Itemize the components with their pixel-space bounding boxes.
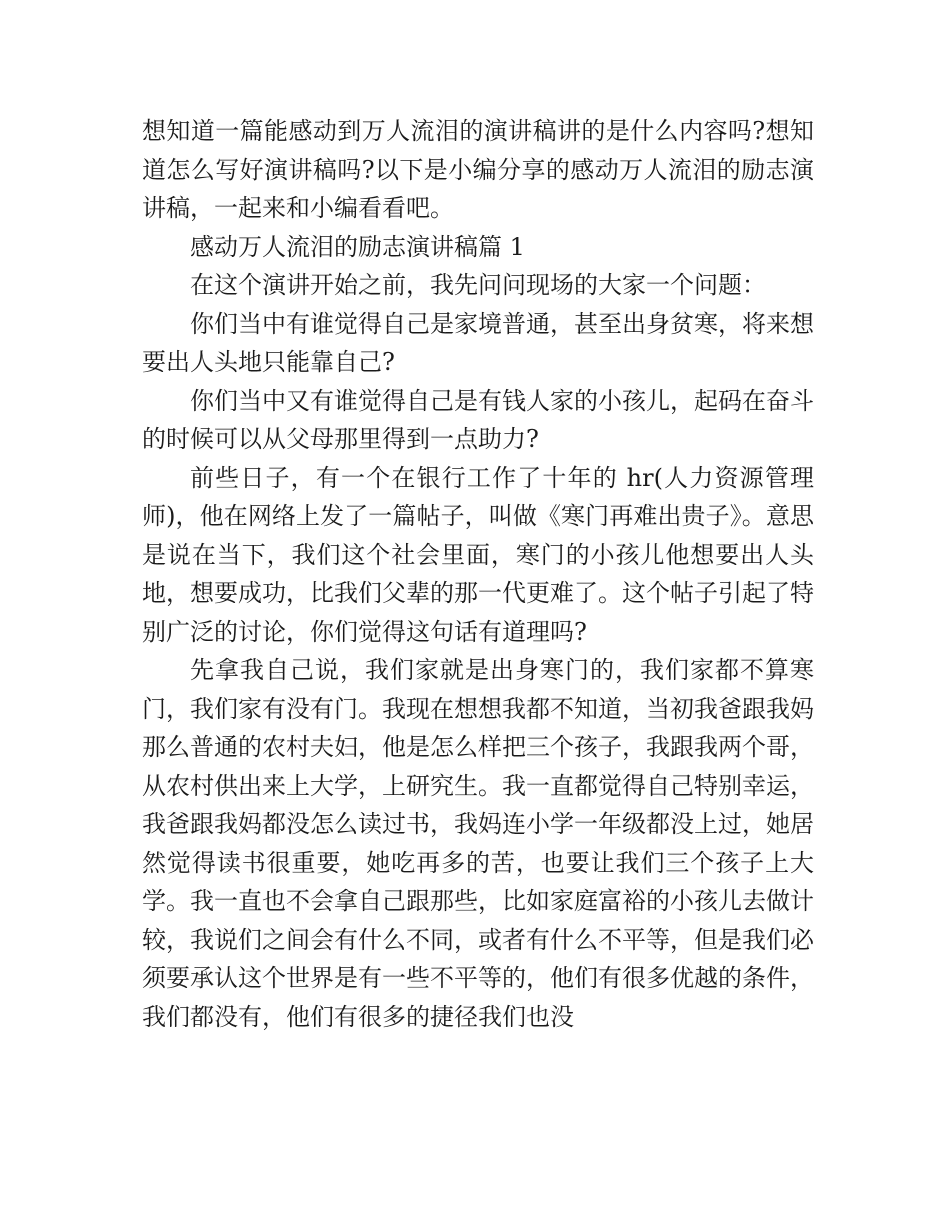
paragraph: 你们当中又有谁觉得自己是有钱人家的小孩儿，起码在奋斗的时候可以从父母那里得到一点助力?: [142, 386, 814, 453]
paragraph: 前些日子，有一个在银行工作了十年的 hr(人力资源管理师)，他在网络上发了一篇帖子，叫做《寒门再难出贵子》。意思是说在当下，我们这个社会里面，寒门的小孩儿他想要出人头地，想要成功，比我们父辈的那一代更难了。这个帖子引起了特别广泛的讨论，你们觉得这句话有道理吗?: [142, 463, 814, 646]
document-body: [142, 112, 814, 1036]
paragraph: 你们当中有谁觉得自己是家境普通，甚至出身贫寒，将来想要出人头地只能靠自己?: [142, 309, 814, 376]
paragraph-intro: 想知道一篇能感动到万人流泪的演讲稿讲的是什么内容吗?想知道怎么写好演讲稿吗?以下是小编分享的感动万人流泪的励志演讲稿，一起来和小编看看吧。: [142, 117, 814, 222]
paragraph: 在这个演讲开始之前，我先问问现场的大家一个问题：: [190, 271, 766, 299]
paragraph: 先拿我自己说，我们家就是出身寒门的，我们家都不算寒门，我们家有没有门。我现在想想我都不知道，当初我爸跟我妈那么普通的农村夫妇，他是怎么样把三个孩子，我跟我两个哥，从农村供出来上大学，上研究生。我一直都觉得自己特别幸运，我爸跟我妈都没怎么读过书，我妈连小学一年级都没上过，她居然觉得读书很重要，她吃再多的苦，也要让我们三个孩子上大学。我一直也不会拿自己跟那些，比如家庭富裕的小孩儿去做计较，我说们之间会有什么不同，或者有什么不平等，但是我们必须要承认这个世界是有一些不平等的，他们有很多优越的条件，我们都没有，他们有很多的捷径我们也没: [142, 656, 814, 1031]
section-heading: 感动万人流泪的励志演讲稿篇 1: [190, 232, 525, 261]
